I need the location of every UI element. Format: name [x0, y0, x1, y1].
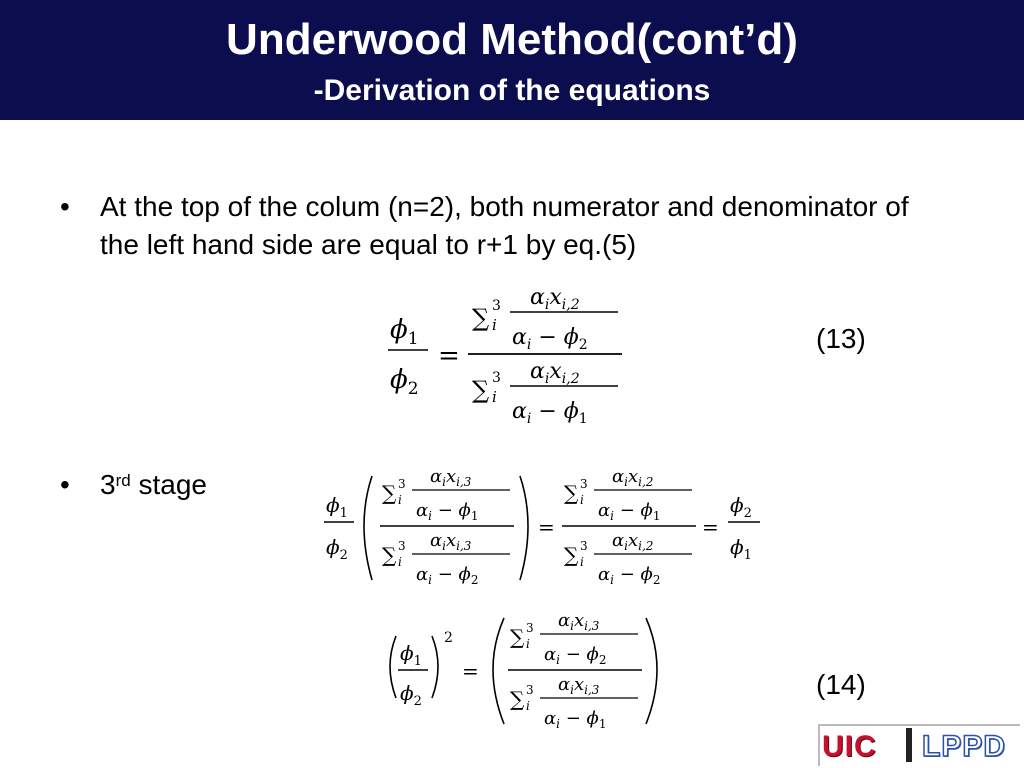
svg-text:αixi,2: $\alpha_ix_{i,2}$ — [612, 530, 654, 553]
svg-text:3: 3 — [526, 621, 534, 635]
eq13-denominator — [472, 359, 618, 427]
svg-text:i: i — [398, 493, 402, 507]
svg-text:αixi,3: $\alpha_ix_{i,3}$ — [558, 674, 600, 697]
svg-text:ϕ1: $\phi_1$ — [730, 535, 752, 563]
svg-text:∑: ∑ — [564, 543, 579, 567]
svg-text:ϕ1: $\phi_1$ — [400, 641, 422, 669]
svg-text:αixi,2: $\alpha_ix_{i,2}$ — [530, 359, 580, 387]
svg-text:ϕ2: $\phi_2$ — [326, 535, 348, 563]
svg-text:αixi,2: $\alpha_ix_{i,2}$ — [612, 466, 654, 489]
svg-text:3: 3 — [580, 539, 588, 553]
svg-text:∑: ∑ — [510, 687, 525, 711]
svg-text:i: i — [526, 637, 530, 651]
footer-logo — [818, 722, 1018, 766]
bullet-text — [100, 466, 207, 504]
svg-text:αi − ϕ1: $\alpha_i - \phi_1$ — [512, 399, 588, 427]
slide-subtitle: -Derivation of the equations — [313, 74, 711, 107]
bullet-marker: • — [60, 469, 70, 500]
svg-text:ϕ2: $\phi_2$ — [730, 493, 752, 521]
svg-text:=: = — [702, 515, 719, 539]
svg-text:i: i — [492, 316, 497, 334]
svg-text:αi − ϕ1: $\alpha_i - \phi_1$ — [544, 708, 607, 731]
logo-separator — [906, 728, 912, 762]
bullet-item-2 — [60, 466, 260, 506]
svg-text:3: 3 — [580, 477, 588, 491]
uic-logo: UIC — [822, 730, 877, 763]
svg-text:∑: ∑ — [510, 625, 525, 649]
svg-text:=: = — [462, 659, 479, 683]
equation-number-13: (13) — [816, 323, 866, 354]
svg-text:3: 3 — [398, 477, 406, 491]
svg-text:∑: ∑ — [382, 543, 397, 567]
svg-text:3: 3 — [492, 370, 501, 386]
equation-3rd-stage — [320, 462, 770, 592]
svg-text:2: 2 — [444, 630, 453, 646]
svg-text:ϕ2: $\phi_2$ — [390, 365, 419, 399]
equation-14 — [382, 606, 662, 730]
svg-text:αixi,3: $\alpha_ix_{i,3}$ — [558, 610, 600, 633]
svg-text:αixi,3: $\alpha_ix_{i,3}$ — [430, 466, 472, 489]
svg-text:=: = — [438, 341, 460, 371]
ordinal-number: 3 — [100, 469, 116, 500]
equation-13 — [380, 282, 640, 432]
svg-text:∑: ∑ — [472, 376, 490, 404]
bullet-text: At the top of the colum (n=2), both numerator and denominator of the left hand side are equal to r+1 by eq.(5) — [100, 191, 909, 260]
svg-text:3: 3 — [492, 298, 501, 314]
svg-text:αi − ϕ1: $\alpha_i - \phi_1$ — [416, 500, 479, 523]
svg-text:αi − ϕ2: $\alpha_i - \phi_2$ — [416, 564, 479, 587]
svg-text:i: i — [526, 699, 530, 713]
svg-text:αixi,2: $\alpha_ix_{i,2}$ — [530, 285, 580, 313]
svg-text:∑: ∑ — [382, 481, 397, 505]
ordinal-suffix: rd — [115, 471, 131, 490]
svg-text:αi − ϕ1: $\alpha_i - \phi_1$ — [598, 500, 661, 523]
svg-text:∑: ∑ — [564, 481, 579, 505]
svg-text:3: 3 — [398, 539, 406, 553]
svg-text:αi − ϕ2: $\alpha_i - \phi_2$ — [544, 644, 607, 667]
svg-text:i: i — [580, 555, 584, 569]
svg-text:αi − ϕ2: $\alpha_i - \phi_2$ — [512, 325, 588, 353]
svg-text:i: i — [580, 493, 584, 507]
svg-text:=: = — [538, 515, 555, 539]
svg-text:αixi,3: $\alpha_ix_{i,3}$ — [430, 530, 472, 553]
svg-text:αi − ϕ2: $\alpha_i - \phi_2$ — [598, 564, 661, 587]
svg-text:i: i — [398, 555, 402, 569]
title-bar — [0, 0, 1024, 120]
bullet-marker: • — [60, 191, 70, 222]
svg-text:3: 3 — [526, 683, 534, 697]
lppd-logo: LPPD — [922, 730, 1007, 763]
slide-title: Underwood Method(cont’d) — [226, 15, 798, 64]
eq13-lhs-fraction — [388, 315, 428, 399]
eq13-numerator — [472, 285, 618, 353]
svg-text:ϕ1: $\phi_1$ — [390, 315, 419, 349]
svg-text:ϕ2: $\phi_2$ — [400, 681, 422, 709]
svg-text:∑: ∑ — [472, 304, 490, 332]
svg-text:ϕ1: $\phi_1$ — [326, 493, 348, 521]
svg-text:i: i — [492, 388, 497, 406]
stage-label: stage — [130, 469, 207, 500]
equation-number-14: (14) — [816, 669, 866, 700]
